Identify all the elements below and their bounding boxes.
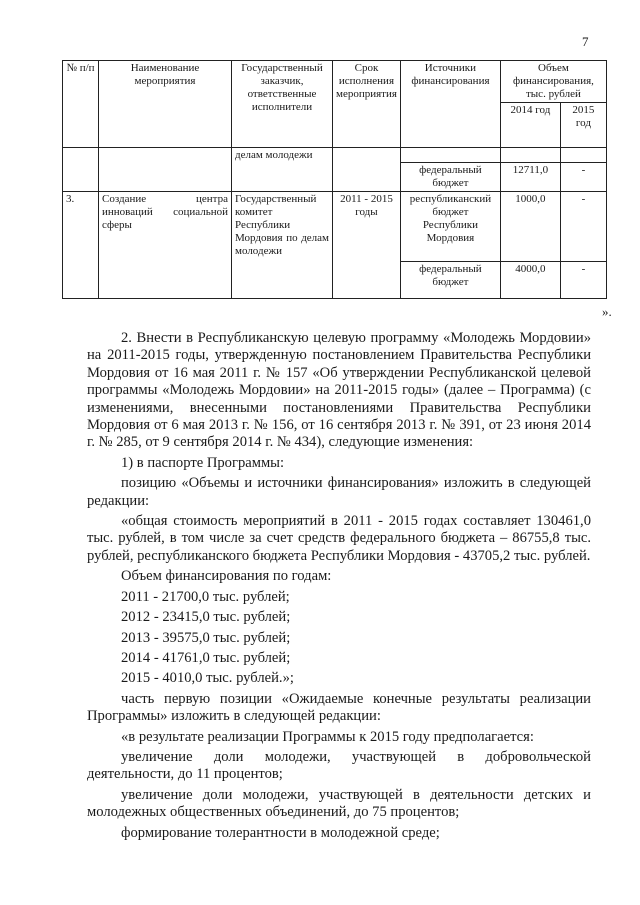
paragraph: 2014 - 41761,0 тыс. рублей;	[121, 649, 291, 666]
paragraph: 2. Внести в Республиканскую целевую программу «Молодежь Мордовии» на 2011-2015 годы, утвержденную постановлением Правительства Республики Мордовия от 16 мая 2011 г. № 157 «Об утверждении Республиканской целевой программы «Молодежь Мордовии» на 2011-2015 годы» (далее – Программа) (с изменениями, внесенными постановлениями Правительства Республики Мордовия от 6 мая 2013 г. № 156, от 16 сентября 2013 г. № 391, от 23 июня 2014 г. № 285, от 9 сентября 2014 г. № 434), следующие изменения:	[87, 330, 591, 451]
header-year-2014: 2014 год	[500, 103, 560, 148]
header-sources: Источники финансирования	[400, 61, 500, 148]
header-term: Срок исполнения мероприятия	[333, 61, 401, 148]
document-body	[87, 330, 591, 842]
table-closing-mark: ».	[602, 304, 612, 319]
row-source: республиканский бюджет Республики Мордовия	[400, 192, 500, 262]
header-number: № п/п	[63, 61, 99, 148]
paragraph: Объем финансирования по годам:	[121, 568, 332, 585]
table-header-row	[63, 61, 607, 103]
paragraph: 2015 - 4010,0 тыс. рублей.»;	[121, 670, 294, 687]
row-source: федеральный бюджет	[400, 163, 500, 192]
paragraph: увеличение доли молодежи, участвующей в добровольческой деятельности, до 11 процентов;	[87, 748, 591, 783]
row-name	[99, 148, 232, 192]
row-value-2015: -	[560, 163, 606, 192]
row-source: федеральный бюджет	[400, 262, 500, 299]
row-value-2014: 12711,0	[500, 163, 560, 192]
table-row	[63, 192, 607, 262]
paragraph: часть первую позиции «Ожидаемые конечные результаты реализации Программы» изложить в следующей редакции:	[87, 690, 591, 725]
financing-table	[62, 60, 607, 299]
row-value-2015: -	[560, 262, 606, 299]
row-value-2014: 4000,0	[500, 262, 560, 299]
paragraph: увеличение доли молодежи, участвующей в деятельности детских и молодежных общественных объединений, до 75 процентов;	[87, 786, 591, 821]
paragraph: 2011 - 21700,0 тыс. рублей;	[121, 588, 290, 605]
paragraph: 1) в паспорте Программы:	[121, 454, 285, 471]
header-customer: Государственный заказчик, ответственные исполнители	[232, 61, 333, 148]
row-number	[63, 148, 99, 192]
table-row	[63, 148, 607, 163]
row-number: 3.	[63, 192, 99, 299]
row-term: 2011 - 2015 годы	[333, 192, 401, 299]
header-volume: Объем финансирования, тыс. рублей	[500, 61, 606, 103]
paragraph: позицию «Объемы и источники финансирования» изложить в следующей редакции:	[87, 475, 591, 509]
paragraph: «общая стоимость мероприятий в 2011 - 2015 годах составляет 130461,0 тыс. рублей, в том числе за счет средств федерального бюджета – 86755,8 тыс. рублей, республиканского бюджета Республики Мордовия - 43705,2 тыс. рублей.	[87, 513, 591, 564]
row-name: Создание центра инноваций социальной сферы	[99, 192, 232, 299]
row-term	[333, 148, 401, 192]
paragraph: 2012 - 23415,0 тыс. рублей;	[121, 609, 291, 626]
page-number: 7	[582, 34, 589, 49]
paragraph: формирование толерантности в молодежной среде;	[121, 824, 440, 841]
row-customer: делам молодежи	[232, 148, 333, 192]
row-value-2015: -	[560, 192, 606, 262]
paragraph: 2013 - 39575,0 тыс. рублей;	[121, 629, 291, 646]
row-value-2014	[500, 148, 560, 163]
paragraph: «в результате реализации Программы к 2015 году предполагается:	[121, 728, 534, 745]
row-value-2014: 1000,0	[500, 192, 560, 262]
header-name: Наименование мероприятия	[99, 61, 232, 148]
row-source	[400, 148, 500, 163]
row-customer: Государственный комитет Республики Мордовия по делам молодежи	[232, 192, 333, 299]
row-value-2015	[560, 148, 606, 163]
header-year-2015: 2015 год	[560, 103, 606, 148]
